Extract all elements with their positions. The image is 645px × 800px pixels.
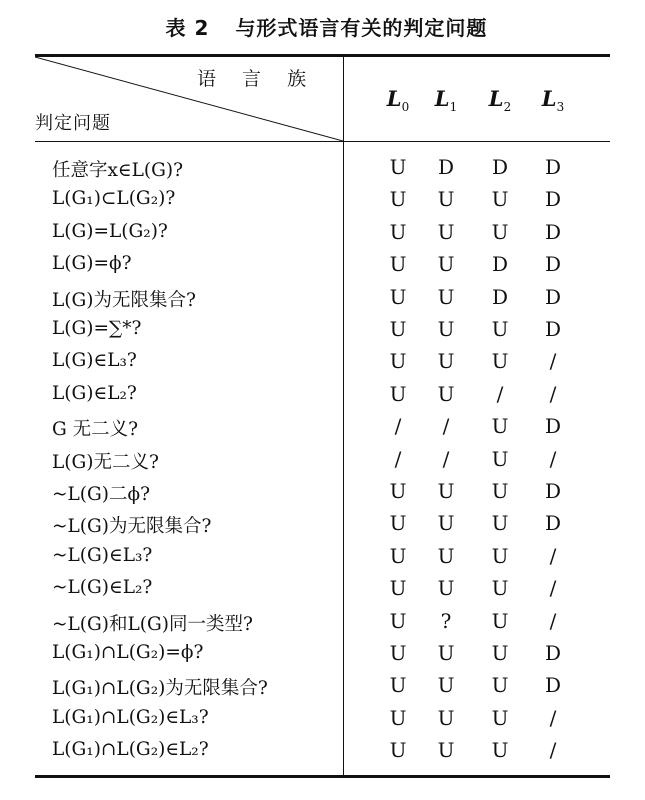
decidability-cell: U	[491, 219, 509, 244]
column-header-letter: L	[434, 86, 450, 111]
table-row	[0, 314, 645, 346]
decidability-cell: /	[442, 414, 450, 439]
table-row	[0, 444, 645, 476]
decidability-cell: U	[389, 705, 407, 730]
decidability-cell: D	[544, 673, 562, 698]
decidability-cell: U	[491, 543, 509, 568]
column-header-letter: L	[541, 86, 557, 111]
decidability-cell: U	[389, 641, 407, 665]
decidability-cell: U	[389, 479, 407, 503]
problem-label: ~L(G)和L(G)同一类型?	[52, 613, 253, 635]
decidability-cell: U	[491, 673, 509, 698]
decidability-cell: /	[549, 608, 557, 633]
decidability-cell: D	[544, 284, 562, 309]
decidability-cell: /	[394, 414, 402, 439]
decidability-cell: U	[491, 349, 509, 374]
decidability-cell: D	[544, 414, 562, 439]
column-header-subscript: 3	[556, 100, 565, 115]
decidability-cell: U	[437, 738, 455, 763]
column-header-subscript: 0	[401, 100, 410, 115]
table-row	[0, 282, 645, 314]
problem-label: L(G)=∑*?	[52, 318, 142, 339]
decidability-cell: /	[549, 576, 557, 601]
decidability-cell: U	[389, 219, 407, 244]
decidability-cell: D	[491, 155, 509, 179]
column-header-L1	[418, 86, 474, 114]
problem-label: L(G)∈L₃?	[52, 350, 137, 372]
decidability-cell: D	[437, 155, 455, 179]
decidability-cell: D	[544, 479, 562, 503]
decidability-cell: U	[491, 738, 509, 763]
column-header-L3	[525, 86, 581, 114]
decidability-cell: U	[491, 414, 509, 439]
decidability-cell: /	[549, 446, 557, 471]
decidability-cell: U	[389, 381, 407, 406]
table-row	[0, 703, 645, 735]
decidability-cell: /	[394, 446, 402, 471]
table-row	[0, 152, 645, 184]
decidability-cell: /	[442, 446, 450, 471]
problem-label: 任意字x∈L(G)?	[52, 160, 184, 181]
decidability-cell: U	[389, 284, 407, 309]
decidability-cell: /	[549, 705, 557, 730]
decision-problem-label: 判定问题	[35, 113, 111, 134]
table-row	[0, 606, 645, 638]
decidability-cell: U	[491, 479, 509, 503]
column-header-subscript: 1	[449, 100, 458, 115]
table-row	[0, 249, 645, 281]
decidability-cell: D	[491, 284, 509, 309]
problem-label: L(G)∈L₂?	[52, 382, 137, 404]
column-header-L2	[472, 86, 528, 114]
problem-label: ~L(G)为无限集合?	[52, 516, 212, 538]
decidability-cell: U	[389, 349, 407, 374]
decidability-cell: D	[544, 317, 562, 341]
decidability-cell: U	[389, 576, 407, 601]
diagonal-header-cell	[35, 57, 343, 141]
decidability-cell: /	[549, 738, 557, 763]
table-row	[0, 346, 645, 378]
decidability-cell: U	[491, 187, 509, 212]
decidability-cell: U	[437, 705, 455, 730]
problem-label: L(G)为无限集合?	[52, 289, 196, 311]
decidability-cell: U	[437, 219, 455, 244]
problem-label: L(G)无二义?	[52, 451, 159, 473]
decidability-cell: U	[437, 187, 455, 212]
problem-label: L(G₁)∩L(G₂)∈L₂?	[52, 739, 209, 761]
table-row	[0, 379, 645, 411]
table-row	[0, 217, 645, 249]
table-row	[0, 476, 645, 508]
problem-label: L(G₁)∩L(G₂)为无限集合?	[52, 678, 268, 700]
decidability-cell: U	[437, 381, 455, 406]
decidability-cell: U	[491, 641, 509, 665]
table-caption	[0, 12, 645, 41]
decidability-cell: D	[491, 252, 509, 277]
decidability-cell: U	[389, 673, 407, 698]
decidability-cell: U	[491, 705, 509, 730]
column-header-letter: L	[488, 86, 504, 111]
table-row	[0, 573, 645, 605]
problem-label: L(G)=ϕ?	[52, 253, 132, 275]
decidability-cell: U	[491, 608, 509, 633]
decidability-cell: U	[389, 543, 407, 568]
table-row	[0, 508, 645, 540]
problem-label: ~L(G)∈L₃?	[52, 544, 153, 566]
decidability-cell: U	[491, 576, 509, 601]
decidability-cell: U	[437, 252, 455, 277]
problem-label: L(G₁)⊂L(G₂)?	[52, 188, 176, 210]
decidability-cell: U	[389, 511, 407, 536]
header-rule	[35, 141, 610, 142]
problem-label: ~L(G)二ϕ?	[52, 484, 151, 505]
decidability-cell: U	[437, 576, 455, 601]
decidability-cell: U	[491, 317, 509, 341]
problem-label: L(G)=L(G₂)?	[52, 220, 168, 242]
problem-label: L(G₁)∩L(G₂)=ϕ?	[52, 642, 204, 663]
decidability-cell: /	[496, 381, 504, 406]
decidability-cell: U	[389, 738, 407, 763]
table-row	[0, 735, 645, 767]
decidability-cell: D	[544, 641, 562, 665]
table-row	[0, 638, 645, 670]
decidability-cell: U	[437, 641, 455, 665]
decidability-cell: U	[491, 511, 509, 536]
bottom-rule	[35, 775, 610, 778]
decidability-cell: U	[437, 543, 455, 568]
table-row	[0, 670, 645, 702]
decidability-cell: /	[549, 349, 557, 374]
decidability-cell: U	[437, 284, 455, 309]
decidability-cell: U	[389, 187, 407, 212]
problem-label: L(G₁)∩L(G₂)∈L₃?	[52, 706, 209, 728]
table-row	[0, 541, 645, 573]
table-row	[0, 411, 645, 443]
decidability-cell: D	[544, 155, 562, 179]
decidability-cell: U	[437, 479, 455, 503]
decidability-cell: D	[544, 511, 562, 536]
decidability-cell: D	[544, 252, 562, 277]
decidability-cell: U	[437, 673, 455, 698]
decidability-cell: U	[389, 252, 407, 277]
decidability-cell: U	[491, 446, 509, 471]
problem-label: ~L(G)∈L₂?	[52, 577, 153, 599]
table-row	[0, 184, 645, 216]
problem-label: G 无二义?	[52, 419, 139, 441]
column-header-letter: L	[386, 86, 402, 111]
decidability-cell: ?	[440, 608, 452, 633]
decidability-cell: U	[437, 511, 455, 536]
decidability-cell: /	[549, 381, 557, 406]
decidability-cell: U	[437, 317, 455, 341]
table-title: 与形式语言有关的判定问题	[235, 16, 488, 40]
table-number: 表 2	[165, 16, 210, 40]
decidability-cell: U	[389, 317, 407, 341]
decidability-cell: U	[389, 155, 407, 179]
decidability-cell: U	[389, 608, 407, 633]
language-family-label: 语 言 族	[197, 68, 317, 90]
decidability-cell: D	[544, 219, 562, 244]
decidability-cell: /	[549, 543, 557, 568]
decidability-cell: D	[544, 187, 562, 212]
decidability-cell: U	[437, 349, 455, 374]
column-header-subscript: 2	[503, 100, 512, 115]
